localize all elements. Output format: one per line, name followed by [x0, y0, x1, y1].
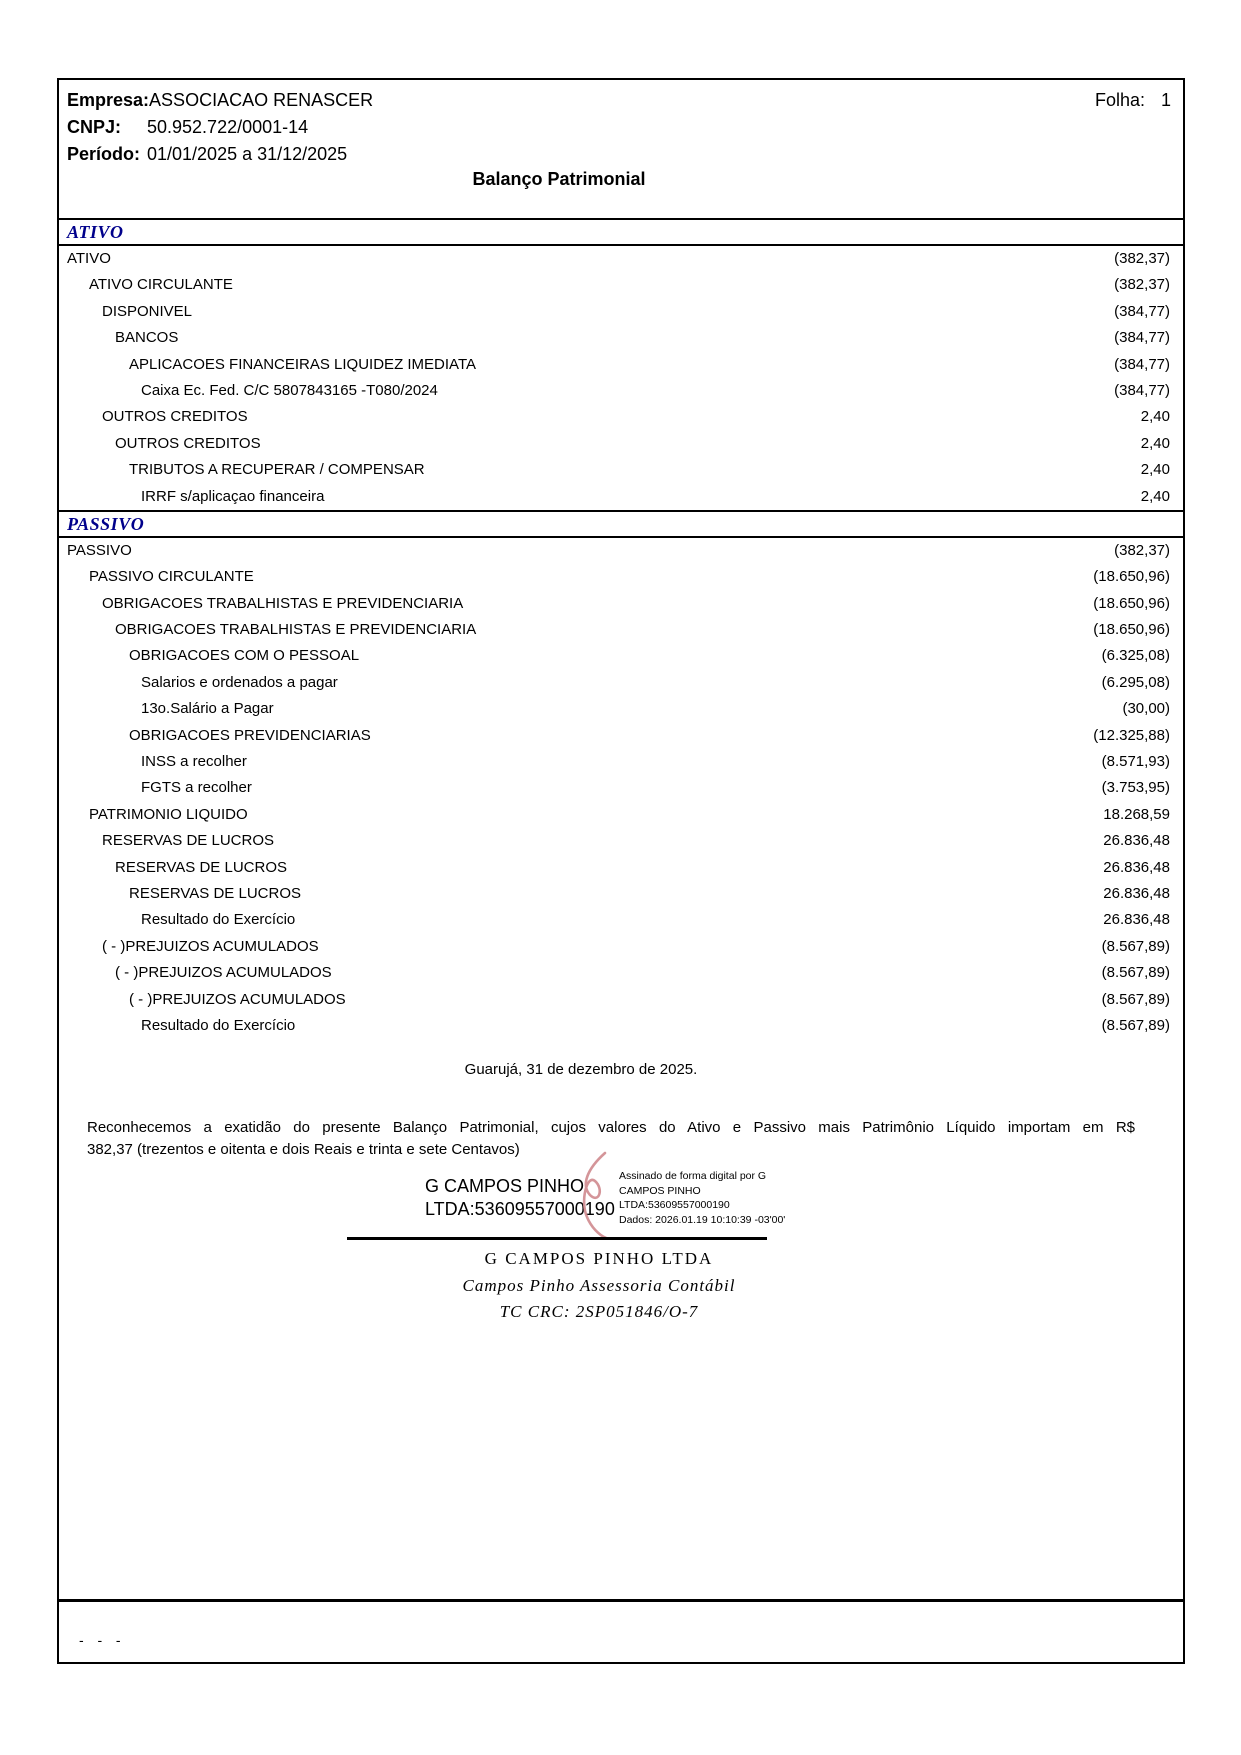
- table-row: [59, 881, 1183, 907]
- table-row: [59, 325, 1183, 351]
- account-value: (382,37): [1114, 250, 1170, 267]
- bottom-dashes: - - -: [79, 1632, 123, 1649]
- table-row: [59, 591, 1183, 617]
- digital-signature-details: [619, 1169, 785, 1227]
- account-label: ( - )PREJUIZOS ACUMULADOS: [102, 937, 319, 955]
- table-row: [59, 643, 1183, 669]
- firm-name: G CAMPOS PINHO LTDA: [484, 1249, 714, 1269]
- account-value: 2,40: [1140, 408, 1170, 426]
- account-label: BANCOS: [115, 329, 179, 347]
- signature-rule: [347, 1237, 767, 1240]
- table-row: [59, 299, 1183, 325]
- table-row: [59, 431, 1183, 457]
- account-label: Salarios e ordenados a pagar: [141, 673, 338, 691]
- account-label: PASSIVO CIRCULANTE: [89, 568, 254, 586]
- table-row: [59, 617, 1183, 643]
- cnpj-value: 50.952.722/0001-14: [147, 117, 309, 137]
- table-row: [59, 907, 1183, 933]
- account-value: 26.836,48: [1103, 858, 1170, 876]
- table-row: [59, 457, 1183, 483]
- section-header-passivo: PASSIVO: [59, 510, 1183, 538]
- account-value: (384,77): [1114, 381, 1170, 399]
- table-row: [59, 484, 1183, 510]
- signature-flourish-icon: [575, 1149, 615, 1241]
- cnpj-label: CNPJ:: [67, 117, 122, 137]
- table-row: [59, 775, 1183, 801]
- account-label: Resultado do Exercício: [141, 911, 296, 929]
- sections: [59, 218, 1183, 1039]
- table-row: [59, 749, 1183, 775]
- digital-detail-line2: CAMPOS PINHO: [619, 1184, 701, 1197]
- account-value: (382,37): [1114, 541, 1170, 559]
- account-value: (384,77): [1114, 355, 1170, 373]
- table-row: [59, 960, 1183, 986]
- account-value: (18.650,96): [1093, 594, 1170, 612]
- account-label: IRRF s/aplicaçao financeira: [141, 487, 325, 505]
- account-label: ATIVO CIRCULANTE: [89, 276, 233, 294]
- date-line: Guarujá, 31 de dezembro de 2025.: [464, 1061, 698, 1079]
- account-value: (384,77): [1114, 302, 1170, 320]
- digital-detail-line3: LTDA:53609557000190: [619, 1199, 730, 1212]
- account-label: ATIVO: [67, 250, 111, 267]
- account-value: 26.836,48: [1103, 911, 1170, 929]
- table-row: [59, 404, 1183, 430]
- account-label: TRIBUTOS A RECUPERAR / COMPENSAR: [129, 461, 425, 479]
- table-row: [59, 378, 1183, 404]
- balance-sheet-document: [57, 78, 1185, 1664]
- account-value: 26.836,48: [1103, 832, 1170, 850]
- account-label: RESERVAS DE LUCROS: [115, 858, 287, 876]
- firm-credentials: TC CRC: 2SP051846/O-7: [499, 1302, 699, 1322]
- account-label: RESERVAS DE LUCROS: [102, 832, 274, 850]
- account-label: OUTROS CREDITOS: [115, 434, 261, 452]
- account-label: PASSIVO: [67, 541, 132, 559]
- empresa-value: ASSOCIACAO RENASCER: [149, 90, 374, 110]
- account-label: OBRIGACOES PREVIDENCIARIAS: [129, 726, 371, 744]
- header-line-periodo: [67, 141, 1171, 168]
- bottom-strip: [59, 1599, 1183, 1662]
- account-label: OBRIGACOES TRABALHISTAS E PREVIDENCIARIA: [102, 594, 464, 612]
- header-line-empresa: [67, 87, 1171, 114]
- periodo-label: Período:: [67, 144, 141, 164]
- table-row: [59, 564, 1183, 590]
- account-label: OUTROS CREDITOS: [102, 408, 248, 426]
- empresa-label: Empresa:: [67, 90, 150, 110]
- account-label: ( - )PREJUIZOS ACUMULADOS: [115, 964, 332, 982]
- account-value: (12.325,88): [1093, 726, 1170, 744]
- footer-area: [59, 1039, 1183, 1599]
- account-value: (8.567,89): [1101, 1016, 1170, 1034]
- document-header: [59, 80, 1183, 218]
- table-row: [59, 538, 1183, 564]
- table-row: [59, 272, 1183, 298]
- account-value: (382,37): [1114, 276, 1170, 294]
- account-label: DISPONIVEL: [102, 302, 193, 320]
- account-value: 26.836,48: [1103, 884, 1170, 902]
- table-row: [59, 670, 1183, 696]
- page-title: Balanço Patrimonial: [472, 169, 646, 189]
- digital-detail-line1: Assinado de forma digital por G: [619, 1170, 767, 1183]
- digital-detail-line4: Dados: 2026.01.19 10:10:39 -03'00': [619, 1213, 786, 1226]
- account-label: Resultado do Exercício: [141, 1016, 296, 1034]
- account-value: (30,00): [1122, 700, 1170, 718]
- account-value: 2,40: [1140, 434, 1170, 452]
- account-value: 18.268,59: [1103, 805, 1170, 823]
- account-value: (8.567,89): [1101, 937, 1170, 955]
- section-rows-ativo: [59, 246, 1183, 510]
- table-row: [59, 696, 1183, 722]
- account-value: (6.295,08): [1101, 673, 1170, 691]
- section-header-ativo: ATIVO: [59, 218, 1183, 246]
- account-value: (384,77): [1114, 329, 1170, 347]
- table-row: [59, 802, 1183, 828]
- account-label: OBRIGACOES COM O PESSOAL: [129, 647, 360, 665]
- table-row: [59, 828, 1183, 854]
- account-label: APLICACOES FINANCEIRAS LIQUIDEZ IMEDIATA: [129, 355, 477, 373]
- table-row: [59, 246, 1183, 272]
- account-label: FGTS a recolher: [141, 779, 252, 797]
- table-row: [59, 723, 1183, 749]
- account-label: ( - )PREJUIZOS ACUMULADOS: [129, 990, 346, 1008]
- table-row: [59, 1013, 1183, 1039]
- account-label: INSS a recolher: [141, 753, 247, 771]
- table-row: [59, 352, 1183, 378]
- periodo-value: 01/01/2025 a 31/12/2025: [147, 144, 348, 164]
- firm-subtitle: Campos Pinho Assessoria Contábil: [462, 1276, 736, 1296]
- account-label: OBRIGACOES TRABALHISTAS E PREVIDENCIARIA: [115, 621, 477, 639]
- account-value: (8.571,93): [1101, 753, 1170, 771]
- section-rows-passivo: [59, 538, 1183, 1039]
- account-value: (3.753,95): [1101, 779, 1170, 797]
- account-value: (18.650,96): [1093, 568, 1170, 586]
- account-value: (8.567,89): [1101, 964, 1170, 982]
- account-value: (8.567,89): [1101, 990, 1170, 1008]
- header-line-cnpj: [67, 114, 1171, 141]
- folha-value: 1: [1160, 90, 1171, 110]
- account-value: (18.650,96): [1093, 621, 1170, 639]
- stamp-name-line1: G CAMPOS PINHO: [425, 1176, 585, 1197]
- folha-label: Folha:: [1094, 90, 1145, 110]
- page-number: [1095, 87, 1171, 114]
- account-label: PATRIMONIO LIQUIDO: [89, 805, 248, 823]
- account-label: RESERVAS DE LUCROS: [129, 884, 301, 902]
- account-label: 13o.Salário a Pagar: [141, 700, 274, 718]
- account-value: 2,40: [1140, 461, 1170, 479]
- account-label: Caixa Ec. Fed. C/C 5807843165 -T080/2024: [141, 381, 438, 399]
- table-row: [59, 855, 1183, 881]
- recognition-line-1: Reconhecemos a exatidão do presente Balanço Patrimonial, cujos valores do Ativo e Passivo mais Patrimônio Líquido importam em R$: [87, 1119, 1135, 1137]
- table-row: [59, 987, 1183, 1013]
- table-row: [59, 934, 1183, 960]
- account-value: 2,40: [1140, 487, 1170, 505]
- stamp-name-line2: LTDA:53609557000190: [425, 1198, 615, 1219]
- recognition-line-2: 382,37 (trezentos e oitenta e dois Reais e trinta e sete Centavos): [87, 1141, 520, 1159]
- account-value: (6.325,08): [1101, 647, 1170, 665]
